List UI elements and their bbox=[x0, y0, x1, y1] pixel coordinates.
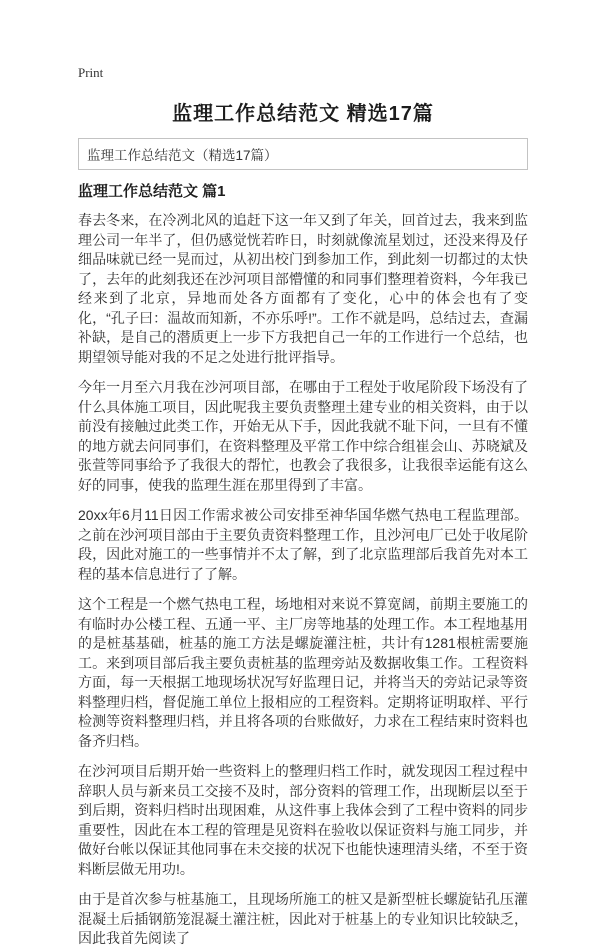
paragraph: 今年一月至六月我在沙河项目部，在哪由于工程处于收尾阶段下场没有了什么具体施工项目，因此呢我主要负责整理土建专业的相关资料，由于以前没有接触过此类工作，开始无从下手，因此我就不耻下问，一旦有不懂的地方就去问同事们，在资料整理及平常工作中综合组崔会山、苏晓斌及张萱等同事给予了我很大的帮忙，也教会了我很多，让我很幸运能有这么好的同事，使我的监理生涯在那里得到了丰富。 bbox=[78, 379, 528, 493]
paragraph: 这个工程是一个燃气热电工程，场地相对来说不算宽阔，前期主要施工的有临时办公楼工程、五通一平、主厂房等地基的处理工作。本工程地基用的是桩基基础，桩基的施工方法是螺旋灌注桩，共计有1281根桩需要施工。来到项目部后我主要负责桩基的监理旁站及数据收集工作。工程资料方面，每一天根据工地现场状况写好监理日记，并将当天的旁站记录等资料整理归档，督促施工单位上报相应的工程资料。定期将证明取样、平行检测等资料整理归档，并且将各项的台账做好，力求在工程结束时资料也备齐归档。 bbox=[78, 596, 528, 749]
document-body bbox=[78, 211, 528, 949]
paragraph: 在沙河项目后期开始一些资料上的整理归档工作时，就发现因工程过程中辞职人员与新来员工交接不及时，部分资料的管理工作，出现断层以至于到后期，资料归档时出现困难，从这件事上我体会到了工程中资料的同步重要性，因此在本工程的管理是见资料在验收以保证资料与施工同步，并做好台帐以保证其他同事在未交接的状况下也能快速理清头绪，不至于资料断层做无用功!。 bbox=[78, 763, 528, 877]
paragraph: 20xx年6月11日因工作需求被公司安排至神华国华燃气热电工程监理部。之前在沙河项目部由于主要负责资料整理工作，且沙河电厂已处于收尾阶段，因此对施工的一些事情并不太了解，到了北京监理部后我首先对本工程的基本信息进行了了解。 bbox=[78, 507, 528, 582]
page-title: 监理工作总结范文 精选17篇 bbox=[172, 103, 434, 125]
paragraph: 由于是首次参与桩基施工，且现场所施工的桩又是新型桩长螺旋钻孔压灌混凝土后插钢筋笼混凝土灌注桩，因此对于桩基上的专业知识比较缺乏，因此我首先阅读了 bbox=[78, 891, 528, 946]
subtitle-text: 监理工作总结范文（精选17篇） bbox=[87, 148, 278, 163]
subtitle-box bbox=[78, 138, 528, 170]
paragraph: 春去冬来，在冷冽北风的追赶下这一年又到了年关，回首过去，我来到监理公司一年半了，但仍感觉恍若昨日，时刻就像流星划过，还没来得及仔细品味就已经一晃而过，从初出校门到参加工作，到此刻一切都过的太快了，去年的此刻我还在沙河项目部懵懂的和同事们整理着资料，今年我已经来到了北京，异地而处各方面都有了变化，心中的体会也有了变化，“孔子曰：温故而知新，不亦乐呼!”。工作不就是吗，总结过去，查漏补缺，是自己的潜质更上一步下方我把自己一年的工作进行一个总结，也期望领导能对我的不足之处进行批评指导。 bbox=[78, 212, 528, 365]
section-heading: 监理工作总结范文 篇1 bbox=[78, 183, 226, 200]
print-link[interactable]: Print bbox=[78, 65, 104, 80]
